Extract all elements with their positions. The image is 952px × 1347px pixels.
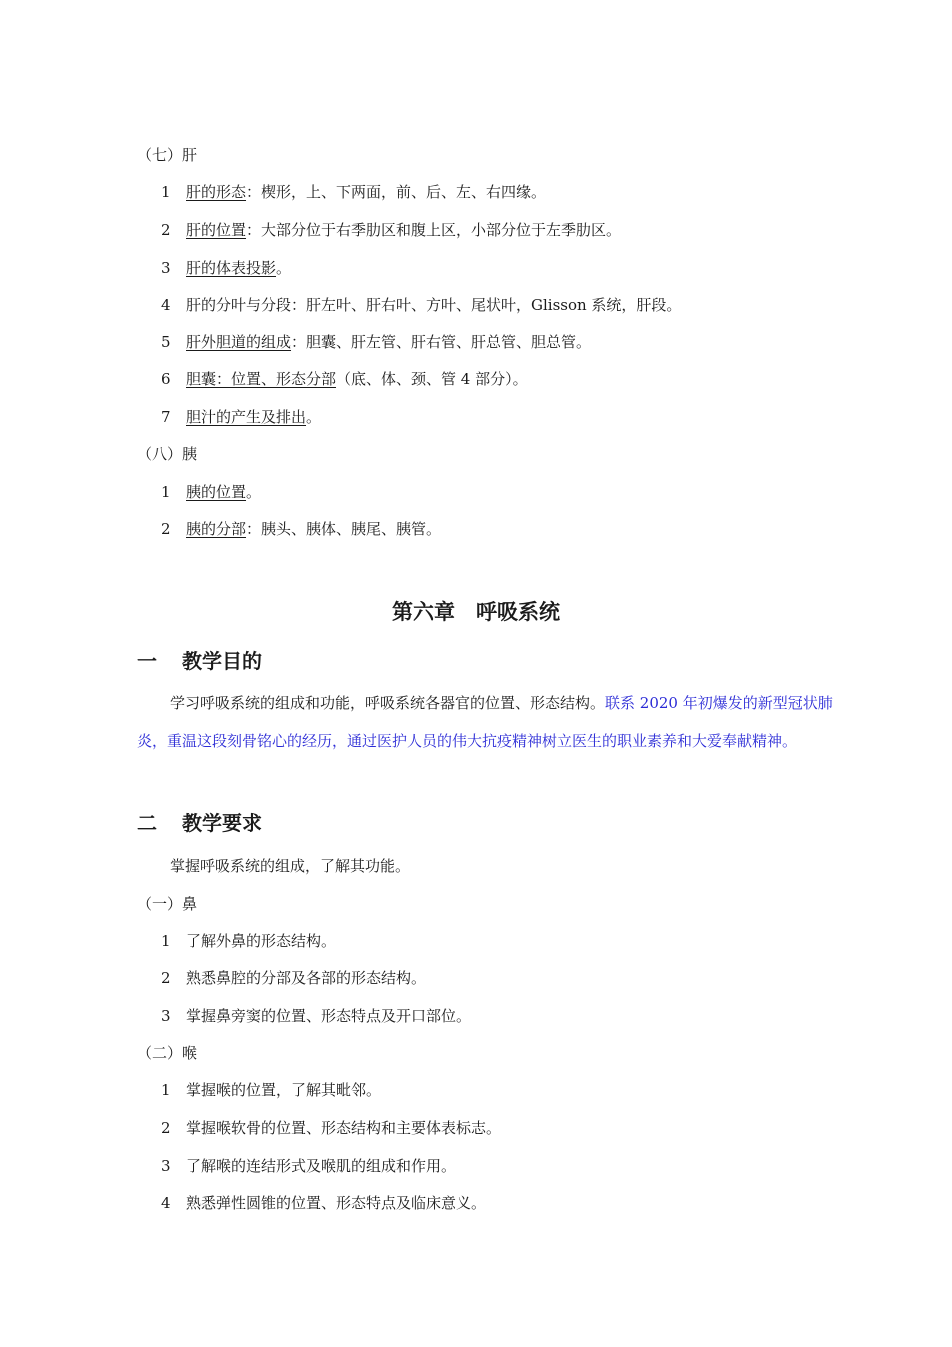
item-text: 熟悉鼻腔的分部及各部的形态结构。 xyxy=(186,969,427,987)
list-item xyxy=(161,332,591,352)
list-item xyxy=(161,1118,501,1138)
list-item xyxy=(161,519,441,539)
list-item xyxy=(161,258,291,278)
item-text: 掌握喉软骨的位置、形态结构和主要体表标志。 xyxy=(186,1119,502,1137)
item-text: 肝的分叶与分段：肝左叶、肝右叶、方叶、尾状叶，Glisson 系统，肝段。 xyxy=(186,296,682,314)
section-title-teaching-purpose xyxy=(137,648,262,674)
underlined-term: 胰的位置 xyxy=(186,483,247,501)
list-item xyxy=(161,931,336,951)
item-number: 3 xyxy=(161,259,171,277)
item-number: 6 xyxy=(161,370,171,388)
list-item xyxy=(161,1080,381,1100)
list-item xyxy=(161,182,546,202)
underlined-term: 胰的分部 xyxy=(186,520,247,538)
section-heading-nose: （一）鼻 xyxy=(137,895,198,913)
section-number: 一 xyxy=(137,649,157,673)
item-text: ：楔形，上、下两面，前、后、左、右四缘。 xyxy=(246,183,547,201)
list-item xyxy=(161,369,528,389)
list-item xyxy=(161,407,321,427)
item-text: 。 xyxy=(276,259,292,277)
item-number: 1 xyxy=(161,932,171,950)
item-number: 2 xyxy=(161,969,171,987)
item-number: 3 xyxy=(161,1007,171,1025)
item-text: 。 xyxy=(246,483,262,501)
item-text: 了解喉的连结形式及喉肌的组成和作用。 xyxy=(186,1157,457,1175)
item-number: 1 xyxy=(161,183,171,201)
underlined-term: 胆汁的产生及排出 xyxy=(186,408,307,426)
item-number: 3 xyxy=(161,1157,171,1175)
section-heading-liver: （七）肝 xyxy=(137,146,198,164)
list-item xyxy=(161,1156,456,1176)
teaching-purpose-paragraph xyxy=(137,685,837,760)
section-number: 二 xyxy=(137,811,157,835)
list-item xyxy=(161,482,261,502)
section-heading-larynx: （二）喉 xyxy=(137,1044,198,1062)
section-title-text: 教学目的 xyxy=(182,649,262,673)
chapter-title: 第六章 呼吸系统 xyxy=(392,600,560,624)
requirements-intro: 掌握呼吸系统的组成，了解其功能。 xyxy=(170,857,411,875)
list-item xyxy=(161,220,621,240)
item-number: 2 xyxy=(161,1119,171,1137)
item-text: 掌握鼻旁窦的位置、形态特点及开口部位。 xyxy=(186,1007,472,1025)
section-title-text: 教学要求 xyxy=(182,811,262,835)
item-number: 1 xyxy=(161,483,171,501)
underlined-term: 肝的形态 xyxy=(186,183,247,201)
item-text: ：胆囊、肝左管、肝右管、肝总管、胆总管。 xyxy=(291,333,592,351)
item-number: 4 xyxy=(161,296,171,314)
item-text: ：大部分位于右季肋区和腹上区，小部分位于左季肋区。 xyxy=(246,221,622,239)
list-item xyxy=(161,1006,471,1026)
underlined-term: 胆囊：位置、形态分部 xyxy=(186,370,337,388)
item-number: 7 xyxy=(161,408,171,426)
item-text: 了解外鼻的形态结构。 xyxy=(186,932,337,950)
section-title-teaching-requirements xyxy=(137,810,262,836)
item-text: 熟悉弹性圆锥的位置、形态特点及临床意义。 xyxy=(186,1194,487,1212)
section-heading-pancreas: （八）胰 xyxy=(137,445,198,463)
item-number: 1 xyxy=(161,1081,171,1099)
item-number: 2 xyxy=(161,221,171,239)
underlined-term: 肝的体表投影 xyxy=(186,259,277,277)
underlined-term: 肝的位置 xyxy=(186,221,247,239)
item-text: （底、体、颈、管 4 部分）。 xyxy=(336,370,528,388)
paragraph-highlight-text: 联系 2020 年初爆发的新型冠状肺炎，重温这段刻骨铭心的经历，通过医护人员的伟大抗疫精神树立医生的职业素养和大爱奉献精神。 xyxy=(137,694,833,750)
list-item xyxy=(161,295,681,315)
item-number: 5 xyxy=(161,333,171,351)
list-item xyxy=(161,1193,486,1213)
item-number: 4 xyxy=(161,1194,171,1212)
list-item xyxy=(161,968,426,988)
paragraph-text: 学习呼吸系统的组成和功能，呼吸系统各器官的位置、形态结构。 xyxy=(170,694,606,712)
item-text: 。 xyxy=(306,408,322,426)
item-text: ：胰头、胰体、胰尾、胰管。 xyxy=(246,520,442,538)
item-number: 2 xyxy=(161,520,171,538)
underlined-term: 肝外胆道的组成 xyxy=(186,333,292,351)
item-text: 掌握喉的位置，了解其毗邻。 xyxy=(186,1081,382,1099)
